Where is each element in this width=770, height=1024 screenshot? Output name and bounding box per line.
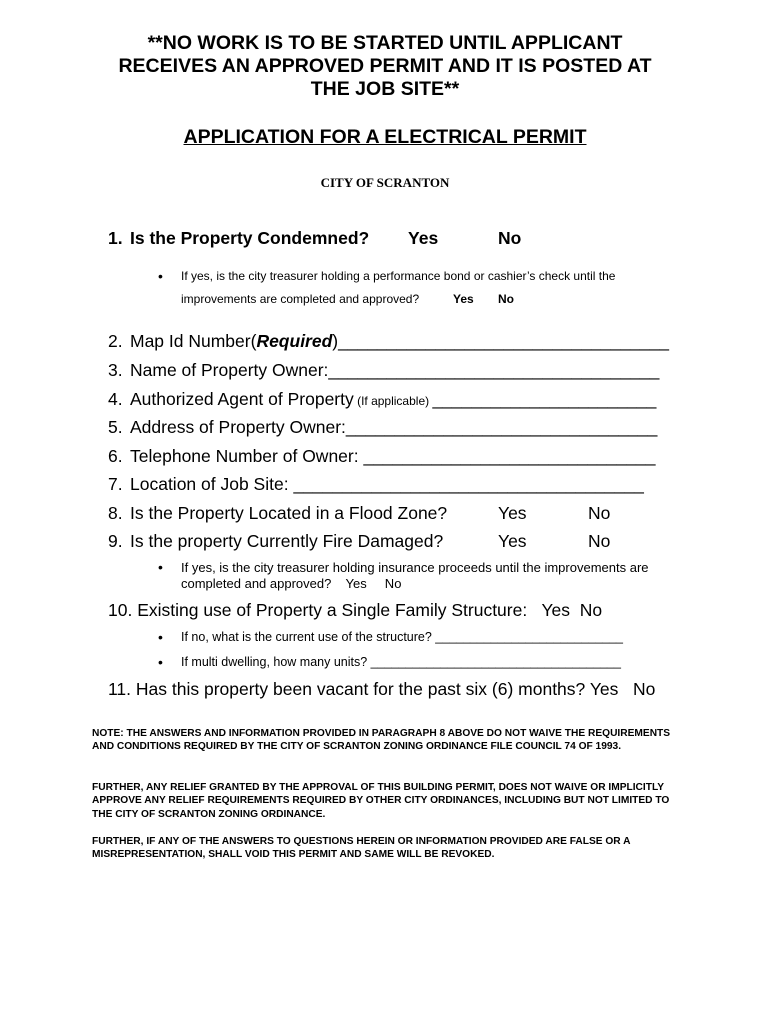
warning-line-1: **NO WORK IS TO BE STARTED UNTIL APPLICANT [147, 32, 623, 54]
question-2 [108, 331, 669, 352]
bullet-icon: • [158, 629, 163, 645]
question-number: 9. [108, 531, 123, 551]
q9-sub-line-1: If yes, is the city treasurer holding insurance proceeds until the improvements are [181, 560, 649, 575]
q9-yes-option[interactable]: Yes [498, 531, 527, 551]
question-4 [108, 389, 656, 410]
question-number: 2. [108, 331, 123, 351]
bullet-icon: • [158, 654, 163, 670]
question-3 [108, 360, 659, 381]
question-number: 8. [108, 503, 123, 523]
owner-phone-field[interactable]: Telephone Number of Owner: ______________________________ [130, 446, 656, 466]
map-id-label: Map Id Number( [130, 331, 257, 351]
if-applicable-note: (If applicable) [353, 394, 433, 408]
required-marker: Required [256, 331, 333, 351]
city-name: CITY OF SCRANTON [320, 175, 450, 190]
q8-no-option[interactable]: No [588, 503, 611, 523]
q8-yes-option[interactable]: Yes [498, 503, 527, 523]
question-number: 6. [108, 446, 123, 466]
q9-sub-line-2: completed and approved? Yes No [181, 576, 402, 591]
bullet-icon: • [158, 559, 163, 575]
agent-field[interactable]: _______________________ [432, 389, 657, 409]
question-number: 3. [108, 360, 123, 380]
question-number: 1. [108, 228, 123, 248]
question-11: 11. Has this property been vacant for the past six (6) months? Yes No [108, 679, 656, 699]
form-title: APPLICATION FOR A ELECTRICAL PERMIT [183, 126, 587, 148]
warning-line-3: THE JOB SITE** [310, 78, 460, 100]
question-5 [108, 417, 657, 438]
question-number: 5. [108, 417, 123, 437]
question-6 [108, 446, 655, 467]
q1-no-option[interactable]: No [498, 228, 522, 248]
map-id-field[interactable]: )__________________________________ [332, 331, 670, 351]
q1-yes-option[interactable]: Yes [408, 228, 439, 248]
question-9 [108, 531, 443, 552]
note-relief: FURTHER, ANY RELIEF GRANTED BY THE APPROVAL OF THIS BUILDING PERMIT, DOES NOT WAIVE OR IMPLICITLY APPROVE ANY RELIEF REQUIREMENTS REQUIRED BY OTHER CITY ORDINANCES, INCLUDING BUT NOT LIMITED TO THE CITY OF SCRANTON ZONING ORDINANCE. [92, 782, 670, 820]
bullet-icon: • [158, 268, 163, 284]
question-9-text: Is the property Currently Fire Damaged? [130, 531, 444, 551]
unit-count-field[interactable]: If multi dwelling, how many units? ____________________________________ [181, 655, 621, 669]
question-10: 10. Existing use of Property a Single Family Structure: Yes No [108, 600, 603, 620]
question-8 [108, 503, 447, 524]
question-number: 4. [108, 389, 123, 409]
question-7 [108, 474, 644, 495]
warning-line-2: RECEIVES AN APPROVED PERMIT AND IT IS POSTED AT [118, 55, 652, 77]
q1-sub-yes-option[interactable]: Yes [453, 292, 474, 306]
note-false-answers: FURTHER, IF ANY OF THE ANSWERS TO QUESTIONS HEREIN OR INFORMATION PROVIDED ARE FALSE OR A MISREPRESENTATION, SHALL VOID THIS PERMIT AND SAME WILL BE REVOKED. [92, 836, 631, 861]
q1-sub-line-1: If yes, is the city treasurer holding a performance bond or cashier’s check until the [181, 269, 616, 283]
question-8-text: Is the Property Located in a Flood Zone? [130, 503, 448, 523]
q1-sub-no-option[interactable]: No [498, 292, 514, 306]
question-1-text: Is the Property Condemned? [130, 228, 370, 248]
job-site-field[interactable]: Location of Job Site: ____________________________________ [130, 474, 644, 494]
question-1 [108, 228, 369, 249]
owner-address-field[interactable]: Address of Property Owner:________________________________ [130, 417, 658, 437]
owner-name-field[interactable]: Name of Property Owner:__________________________________ [130, 360, 660, 380]
question-number: 7. [108, 474, 123, 494]
current-use-field[interactable]: If no, what is the current use of the structure? ___________________________ [181, 630, 623, 644]
agent-label: Authorized Agent of Property [130, 389, 354, 409]
note-paragraph-8: NOTE: THE ANSWERS AND INFORMATION PROVIDED IN PARAGRAPH 8 ABOVE DO NOT WAIVE THE REQUIREMENTS AND CONDITIONS REQUIRED BY THE CITY OF SCRANTON ZONING ORDINANCE FILE COUNCIL 74 OF 1993. [92, 728, 671, 753]
q1-sub-line-2: improvements are completed and approved? [181, 292, 420, 306]
q9-no-option[interactable]: No [588, 531, 611, 551]
